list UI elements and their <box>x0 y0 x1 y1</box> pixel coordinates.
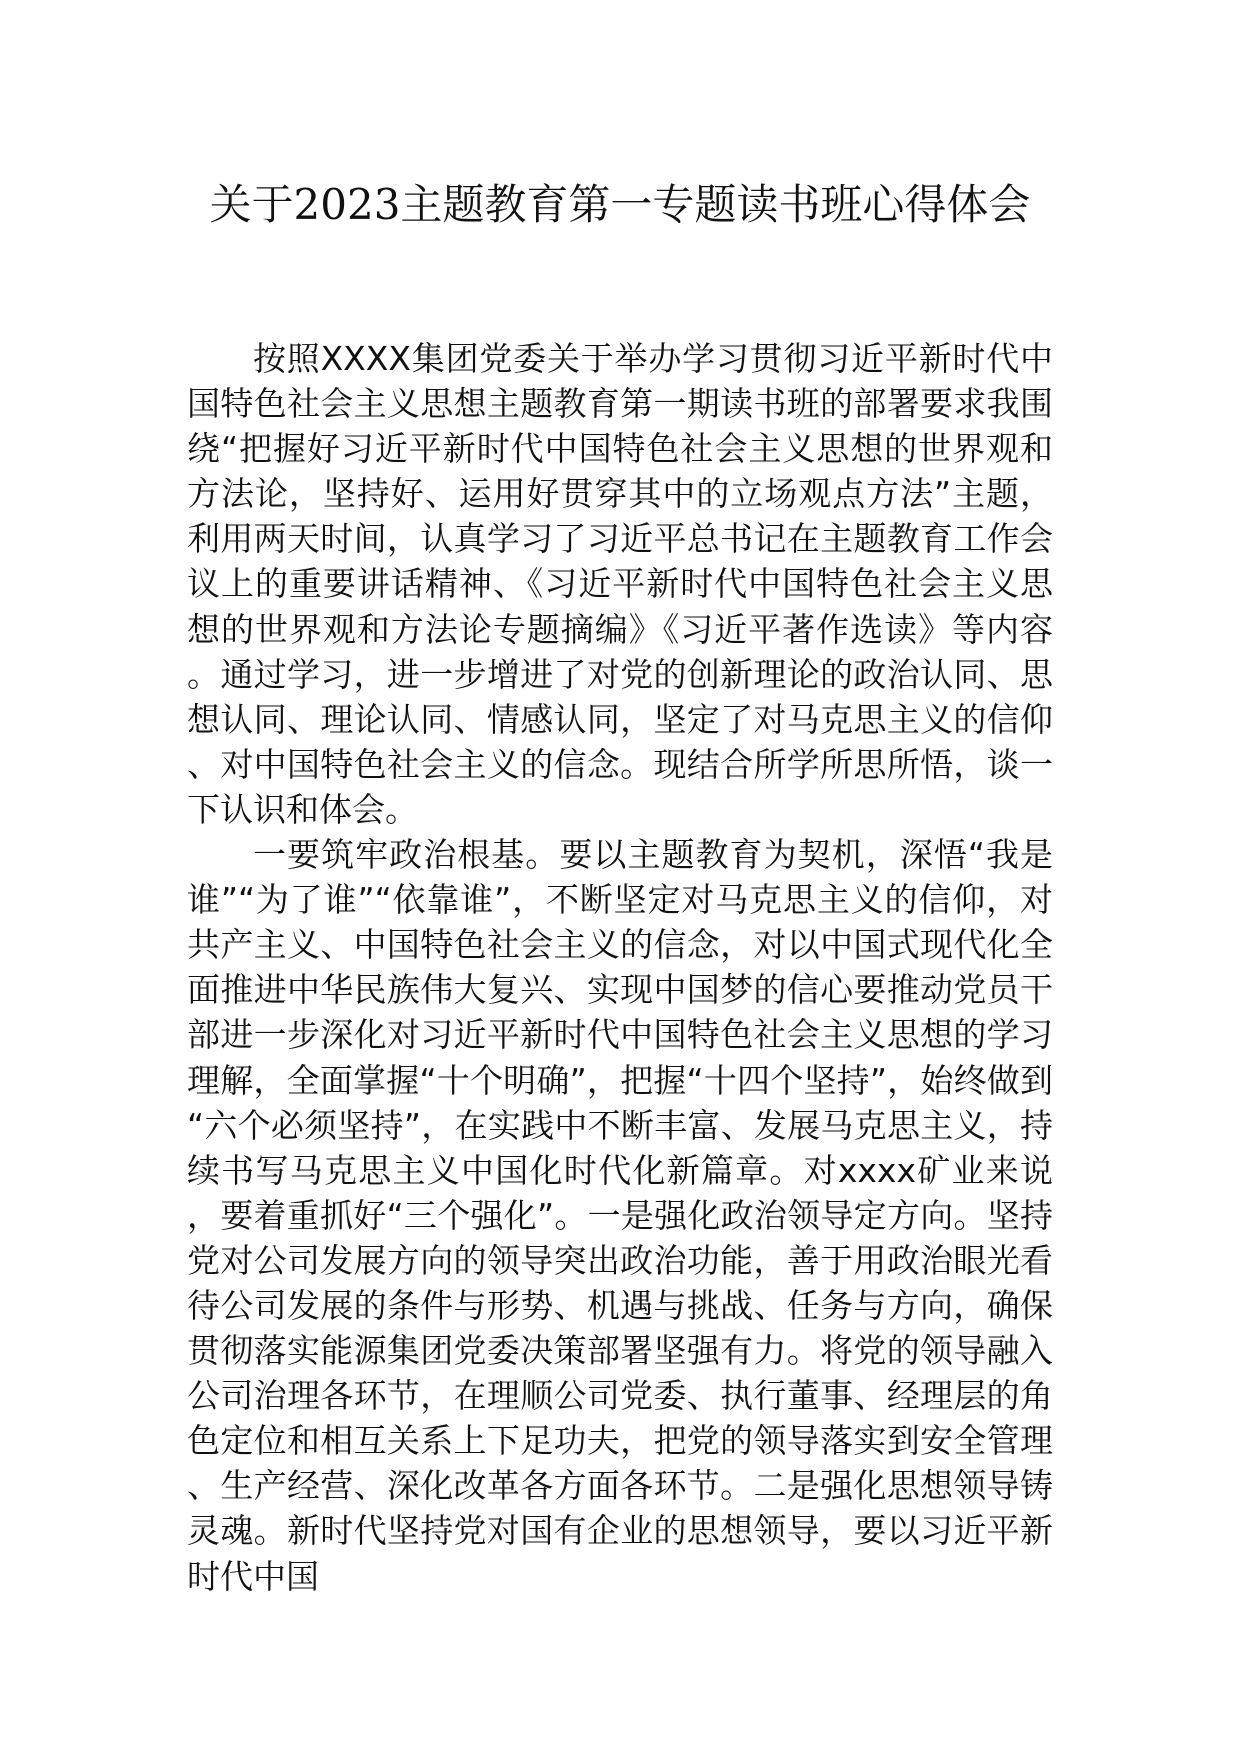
document-body <box>187 336 1053 1599</box>
paragraph-intro: 按照XXXX集团党委关于举办学习贯彻习近平新时代中国特色社会主义思想主题教育第一期读书班的部署要求我围绕“把握好习近平新时代中国特色社会主义思想的世界观和方法论，坚持好、运用好贯穿其中的立场观点方法”主题，利用两天时间，认真学习了习近平总书记在主题教育工作会议上的重要讲话精神、《习近平新时代中国特色社会主义思想的世界观和方法论专题摘编》《习近平著作选读》等内容。通过学习，进一步增进了对党的创新理论的政治认同、思想认同、理论认同、情感认同，坚定了对马克思主义的信仰、对中国特色社会主义的信念。现结合所学所思所悟，谈一下认识和体会。 <box>187 339 1053 829</box>
document-title: 关于2023主题教育第一专题读书班心得体会 <box>209 180 1031 229</box>
paragraph-political-foundation: 一要筑牢政治根基。要以主题教育为契机，深悟“我是谁”“为了谁”“依靠谁”，不断坚定对马克思主义的信仰，对共产主义、中国特色社会主义的信念，对以中国式现代化全面推进中华民族伟大复兴、实现中国梦的信心要推动党员干部进一步深化对习近平新时代中国特色社会主义思想的学习理解，全面掌握“十个明确”，把握“十四个坚持”，始终做到“六个必须坚持”，在实践中不断丰富、发展马克思主义，持续书写马克思主义中国化时代化新篇章。对xxxx矿业来说，要着重抓好“三个强化”。一是强化政治领导定方向。坚持党对公司发展方向的领导突出政治功能，善于用政治眼光看待公司发展的条件与形势、机遇与挑战、任务与方向，确保贯彻落实能源集团党委决策部署坚强有力。将党的领导融入公司治理各环节，在理顺公司党委、执行董事、经理层的角色定位和相互关系上下足功夫，把党的领导落实到安全管理、生产经营、深化改革各方面各环节。二是强化思想领导铸灵魂。新时代坚持党对国有企业的思想领导，要以习近平新时代中国 <box>187 835 1053 1596</box>
